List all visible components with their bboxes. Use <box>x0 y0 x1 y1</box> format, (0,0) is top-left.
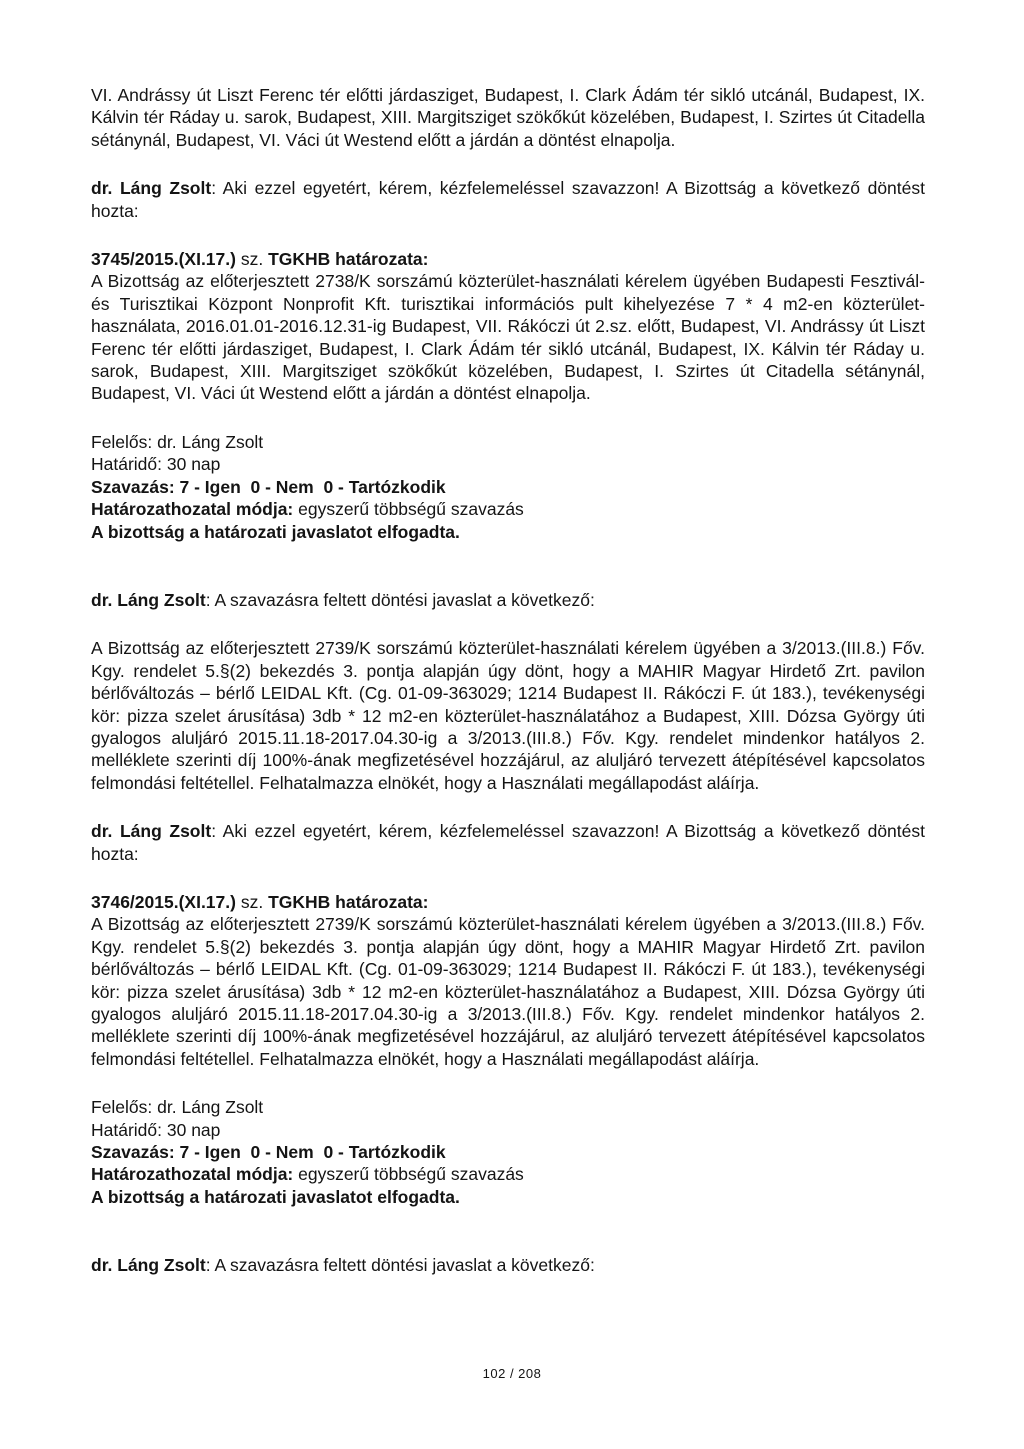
method-value: egyszerű többségű szavazás <box>293 499 524 520</box>
method-label: Határozathozatal módja: <box>91 1164 294 1185</box>
deadline-line: Határidő: 30 nap <box>91 1119 221 1140</box>
method-value: egyszerű többségű szavazás <box>293 1164 524 1185</box>
spacer <box>91 611 925 637</box>
deadline-line: Határidő: 30 nap <box>91 454 221 475</box>
speaker-name: dr. Láng Zsolt <box>91 589 206 610</box>
resolution-number: 3746/2015.(XI.17.) <box>91 891 236 912</box>
method-line <box>91 498 925 520</box>
proposal-2-body: A Bizottság az előterjesztett 2739/K sorszámú közterület-használati kérelem ügyében a 3/2013.(III.8.) Főv. Kgy. rendelet 5.§(2) bekezdés 3. pontja alapján úgy dönt, hogy a MAHIR Magyar Hirdető Zrt. pavilon bérlőváltozás – bérlő LEIDAL Kft. (Cg. 01-09-363029; 1214 Budapest II. Rákóczi F. út 183.), tevékenységi kör: pizza szelet árusítása) 3db * 12 m2-en közterület-használatához a Budapest, XIII. Dózsa György úti gyalogos aluljáró 2015.11.18-2017.04.30-ig a 3/2013.(III.8.) Főv. Kgy. rendelet mindenkor hatályos 2. melléklete szerinti díj 100%-ának megfizetésével hozzájárul, az aluljáró tervezett átépítésével kapcsolatos felmondási feltétellel. Felhatalmazza elnökét, hogy a Használati megállapodást aláírja. <box>91 638 925 793</box>
spacer <box>91 405 925 431</box>
spacer <box>91 151 925 177</box>
call-vote-1 <box>91 177 925 222</box>
resolution-3745 <box>91 248 925 543</box>
resolution-number: 3745/2015.(XI.17.) <box>91 249 236 270</box>
accepted-statement: A bizottság a határozati javaslatot elfogadta. <box>91 521 460 542</box>
spacer <box>91 1070 925 1096</box>
accepted-statement: A bizottság a határozati javaslatot elfogadta. <box>91 1186 460 1207</box>
document-page <box>91 84 925 1277</box>
call-vote-2 <box>91 820 925 865</box>
resolution-title: TGKHB határozata: <box>268 891 429 912</box>
speaker-name: dr. Láng Zsolt <box>91 1255 206 1276</box>
method-label: Határozathozatal módja: <box>91 499 294 520</box>
speaker-name: dr. Láng Zsolt <box>91 821 212 842</box>
resolution-sz: sz. <box>235 891 269 912</box>
resolution-body <box>91 891 925 1070</box>
resolution-text: A Bizottság az előterjesztett 2738/K sorszámú közterület-használati kérelem ügyében Budapesti Fesztivál- és Turisztikai Központ Nonprofit Kft. turisztikai információs pult kihelyezése 7 * 4 m2-en közterület-használata, 2016.01.01-2016.12.31-ig Budapest, VII. Rákóczi út 2.sz. előtt, Budapest, VI. Andrássy út Liszt Ferenc tér előtti járdasziget, Budapest, I. Clark Ádám tér sikló utcánál, Budapest, IX. Kálvin tér Ráday u. sarok, Budapest, XIII. Margitsziget szökőkút közelében, Budapest, I. Szirtes út Citadella sétánynál, Budapest, VI. Váci út Westend előtt a járdán a döntést elnapolja. <box>91 271 925 404</box>
resolution-3746 <box>91 891 925 1208</box>
resolution-title: TGKHB határozata: <box>268 249 429 270</box>
proposal-3-intro <box>91 1254 925 1276</box>
speaker-text: : A szavazásra feltett döntési javaslat a következő: <box>205 589 595 610</box>
spacer <box>91 543 925 589</box>
responsible-line: Felelős: dr. Láng Zsolt <box>91 1097 264 1118</box>
vote-result: Szavazás: 7 - Igen 0 - Nem 0 - Tartózkodik <box>91 1142 446 1163</box>
spacer <box>91 222 925 248</box>
responsible-line: Felelős: dr. Láng Zsolt <box>91 431 264 452</box>
speaker-text: : Aki ezzel egyetért, kérem, kézfelemeléssel szavazzon! A Bizottság a következő döntést hozta: <box>91 178 925 221</box>
resolution-sz: sz. <box>235 249 269 270</box>
speaker-text: : Aki ezzel egyetért, kérem, kézfelemeléssel szavazzon! A Bizottság a következő döntést hozta: <box>91 821 925 864</box>
spacer <box>91 794 925 820</box>
spacer <box>91 865 925 891</box>
speaker-name: dr. Láng Zsolt <box>91 178 212 199</box>
resolution-body <box>91 248 925 405</box>
spacer <box>91 1208 925 1254</box>
page-number: 102 / 208 <box>482 1366 542 1381</box>
resolution-text: A Bizottság az előterjesztett 2739/K sorszámú közterület-használati kérelem ügyében a 3/2013.(III.8.) Főv. Kgy. rendelet 5.§(2) bekezdés 3. pontja alapján úgy dönt, hogy a MAHIR Magyar Hirdető Zrt. pavilon bérlőváltozás – bérlő LEIDAL Kft. (Cg. 01-09-363029; 1214 Budapest II. Rákóczi F. út 183.), tevékenységi kör: pizza szelet árusítása) 3db * 12 m2-en közterület-használatához a Budapest, XIII. Dózsa György úti gyalogos aluljáró 2015.11.18-2017.04.30-ig a 3/2013.(III.8.) Főv. Kgy. rendelet mindenkor hatályos 2. melléklete szerinti díj 100%-ának megfizetésével hozzájárul, az aluljáró tervezett átépítésével kapcsolatos felmondási feltétellel. Felhatalmazza elnökét, hogy a Használati megállapodást aláírja. <box>91 914 925 1069</box>
method-line <box>91 1163 925 1185</box>
vote-result: Szavazás: 7 - Igen 0 - Nem 0 - Tartózkodik <box>91 476 446 497</box>
intro-paragraph: VI. Andrássy út Liszt Ferenc tér előtti járdasziget, Budapest, I. Clark Ádám tér sikló utcánál, Budapest, IX. Kálvin tér Ráday u. sarok, Budapest, XIII. Margitsziget szökőkút közelében, Budapest, I. Szirtes út Citadella sétánynál, Budapest, VI. Váci út Westend előtt a járdán a döntést elnapolja. <box>91 85 925 150</box>
proposal-2-intro <box>91 589 925 611</box>
speaker-text: : A szavazásra feltett döntési javaslat a következő: <box>205 1255 595 1276</box>
